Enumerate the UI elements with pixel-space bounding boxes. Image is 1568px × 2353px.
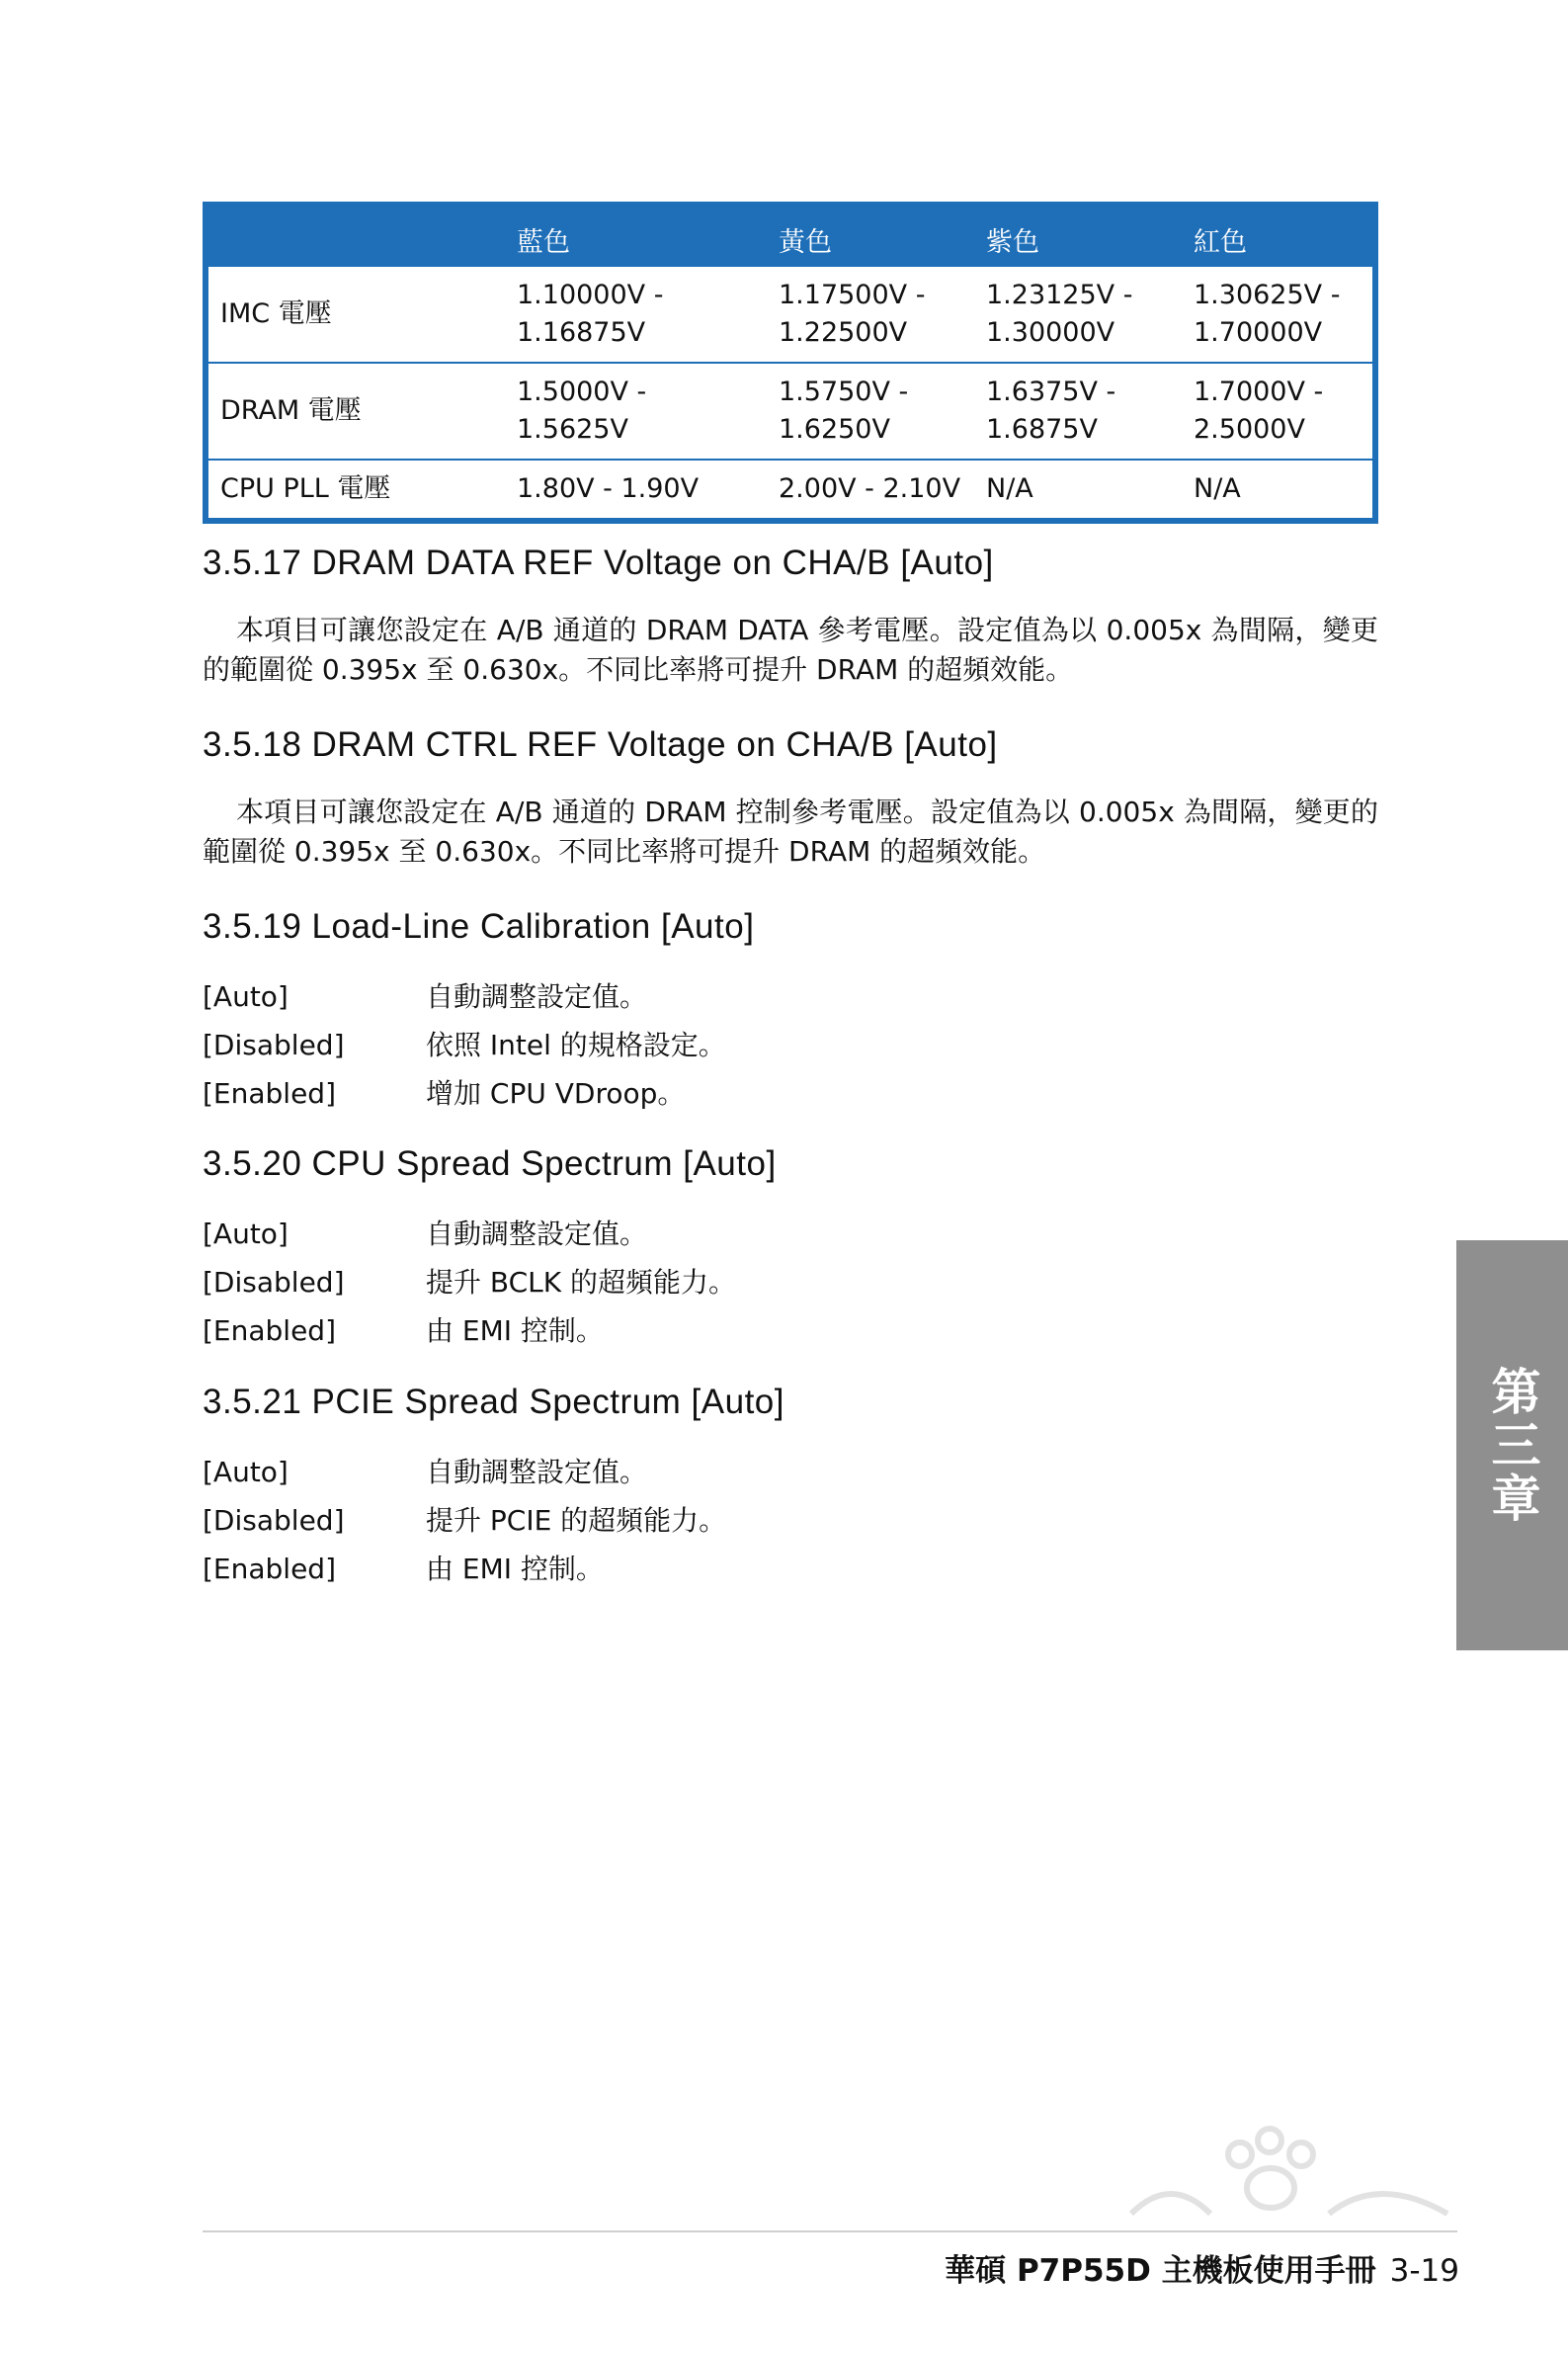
- option-key: [Enabled]: [203, 1077, 336, 1110]
- table-cell: 1.30625V - 1.70000V: [1194, 280, 1341, 348]
- page-number: 3-19: [1389, 2253, 1459, 2289]
- option-key: [Disabled]: [203, 1029, 345, 1061]
- table-header-purple: 紫色: [986, 205, 1194, 267]
- table-cell: 1.6375V - 1.6875V: [986, 363, 1194, 460]
- option-desc: 自動調整設定值。: [426, 1218, 648, 1250]
- option-desc: 提升 PCIE 的超頻能力。: [426, 1504, 727, 1537]
- footer-title: 華碩 P7P55D 主機板使用手冊: [945, 2253, 1376, 2289]
- option-key: [Auto]: [203, 1218, 289, 1250]
- section-title-3-5-17: 3.5.17 DRAM DATA REF Voltage on CHA/B [Auto]: [203, 544, 994, 582]
- option-key: [Auto]: [203, 1456, 289, 1488]
- section-text-3-5-18: 本項目可讓您設定在 A/B 通道的 DRAM 控制參考電壓。設定值為以 0.005x 為間隔，變更的範圍從 0.395x 至 0.630x。不同比率將可提升 DRAM 的超頻效能。: [203, 796, 1378, 868]
- table-header-row: [206, 205, 1375, 267]
- option-key: [Enabled]: [203, 1314, 336, 1347]
- row-label: CPU PLL 電壓: [206, 460, 517, 521]
- table-cell: 1.5000V - 1.5625V: [517, 363, 779, 460]
- chapter-tab-label: 第三章: [1483, 1365, 1541, 1526]
- table-cell: 1.5750V - 1.6250V: [779, 363, 986, 460]
- table-cell: 2.00V - 2.10V: [779, 460, 986, 521]
- option-desc: 自動調整設定值。: [426, 980, 648, 1013]
- chapter-side-tab: [1456, 1240, 1568, 1650]
- option-key: [Auto]: [203, 980, 289, 1013]
- section-title-3-5-20: 3.5.20 CPU Spread Spectrum [Auto]: [203, 1144, 777, 1183]
- row-label: IMC 電壓: [220, 298, 332, 329]
- section-title-3-5-19: 3.5.19 Load-Line Calibration [Auto]: [203, 907, 755, 946]
- option-desc: 提升 BCLK 的超頻能力。: [426, 1266, 737, 1299]
- option-desc: 自動調整設定值。: [426, 1456, 648, 1488]
- table-header-empty: [206, 205, 517, 267]
- table-cell: 1.7000V - 2.5000V: [1194, 363, 1375, 460]
- option-key: [Disabled]: [203, 1504, 345, 1537]
- option-key: [Disabled]: [203, 1266, 345, 1299]
- table-cell: N/A: [1194, 460, 1375, 521]
- table-cell: 1.10000V - 1.16875V: [517, 280, 664, 348]
- table-row-cpu-pll: [206, 460, 1375, 521]
- section-title-3-5-21: 3.5.21 PCIE Spread Spectrum [Auto]: [203, 1383, 784, 1421]
- table-row-imc: [206, 267, 1375, 363]
- table-cell: N/A: [986, 460, 1194, 521]
- table-header-yellow: 黃色: [779, 205, 986, 267]
- option-desc: 增加 CPU VDroop。: [426, 1077, 686, 1110]
- table-cell: 1.23125V - 1.30000V: [986, 280, 1133, 348]
- page-footer: [945, 2245, 1459, 2290]
- table-header-red: 紅色: [1194, 205, 1375, 267]
- option-desc: 由 EMI 控制。: [426, 1553, 604, 1585]
- table-header-blue: 藍色: [517, 205, 779, 267]
- option-desc: 由 EMI 控制。: [426, 1314, 604, 1347]
- paw-watermark-icon: [1112, 2115, 1477, 2233]
- section-text-3-5-17: 本項目可讓您設定在 A/B 通道的 DRAM DATA 參考電壓。設定值為以 0.005x 為間隔，變更的範圍從 0.395x 至 0.630x。不同比率將可提升 DRAM 的超頻效能。: [203, 614, 1378, 686]
- option-key: [Enabled]: [203, 1553, 336, 1585]
- section-title-3-5-18: 3.5.18 DRAM CTRL REF Voltage on CHA/B [Auto]: [203, 725, 998, 764]
- table-row-dram: [206, 363, 1375, 460]
- table-cell: 1.17500V - 1.22500V: [779, 280, 926, 348]
- voltage-color-table: [203, 202, 1378, 524]
- option-desc: 依照 Intel 的規格設定。: [426, 1029, 726, 1061]
- row-label: DRAM 電壓: [206, 363, 517, 460]
- footer-divider: [203, 2230, 1457, 2232]
- table-cell: 1.80V - 1.90V: [517, 460, 779, 521]
